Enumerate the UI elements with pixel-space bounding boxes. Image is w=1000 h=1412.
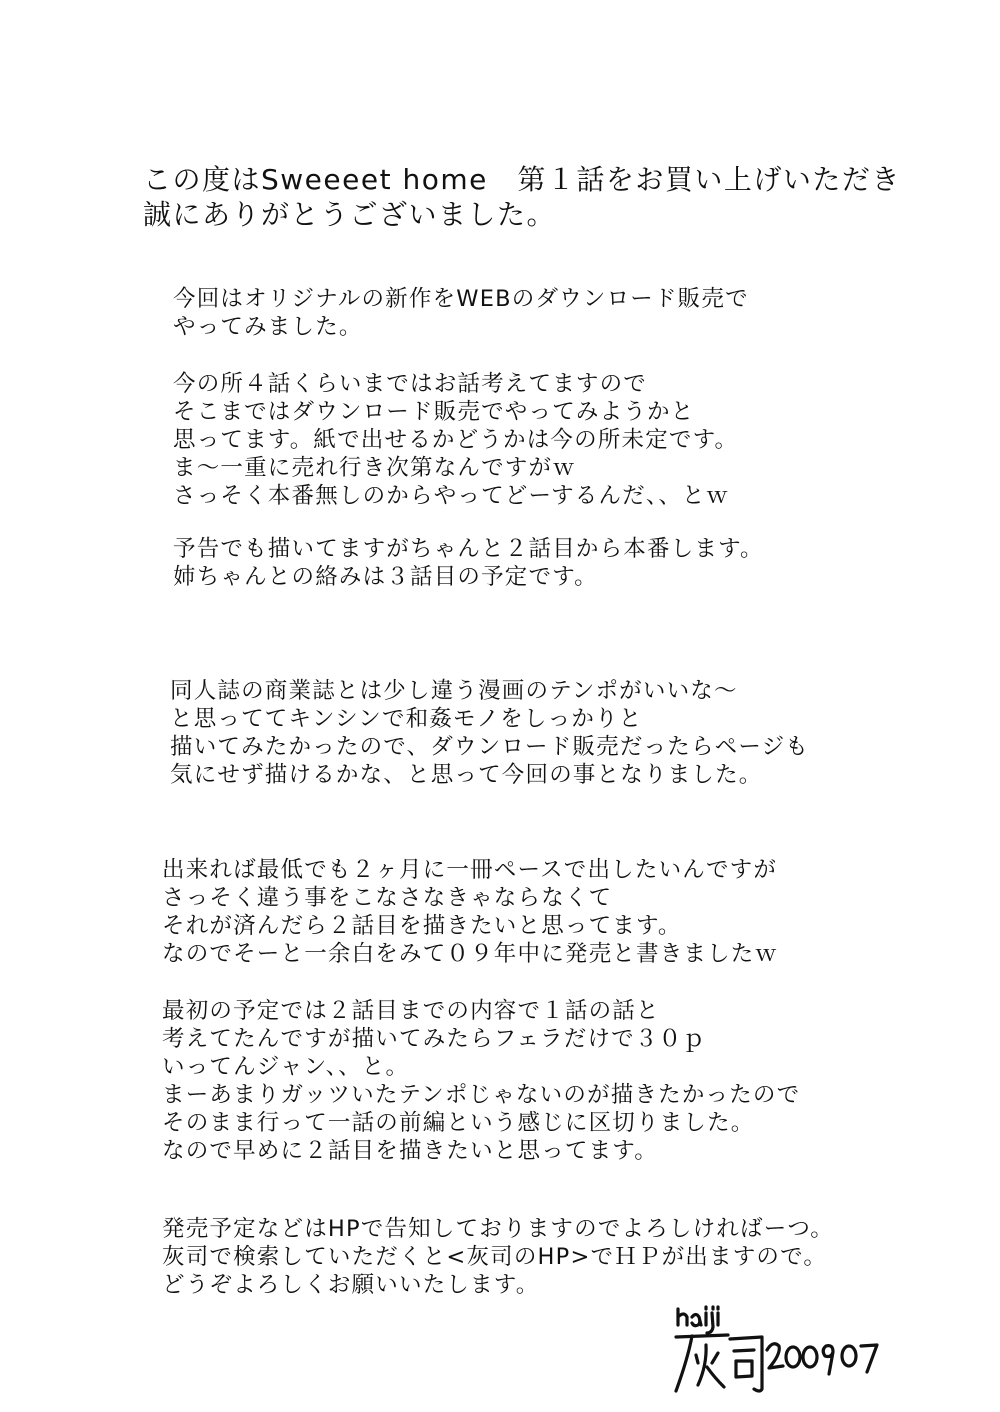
text-line: 最初の予定では２話目までの内容で１話の話と: [162, 998, 660, 1024]
paragraph-schedule: [162, 856, 942, 968]
paragraph-homepage-notice: [162, 1215, 942, 1299]
signature-date-drawing: [763, 1330, 883, 1380]
text-line: まーあまりガッツいたテンポじゃないのが描きたかったので: [162, 1082, 801, 1108]
text-line: 予告でも描いてますがちゃんと２話目から本番します。: [173, 536, 764, 562]
paragraph-episode-plan: [173, 370, 953, 510]
text-line: やってみました。: [173, 314, 363, 340]
paragraph-original-plan: [162, 997, 942, 1165]
text-line: 姉ちゃんとの絡みは３話目の予定です。: [173, 564, 598, 590]
text-line: それが済んだら２話目を描きたいと思ってます。: [162, 913, 682, 939]
intro-line: 誠にありがとうございました。: [143, 198, 557, 231]
text-line: 描いてみたかったので、ダウンロード販売だったらページも: [170, 734, 810, 760]
text-line: 今の所４話くらいまではお話考えてますので: [173, 371, 648, 397]
paragraph-web-release: [173, 285, 953, 341]
text-line: と思っててキンシンで和姦モノをしっかりと: [170, 706, 643, 732]
intro-heading: [143, 162, 943, 232]
text-line: 灰司で検索していただくと<灰司のHP>でＨＰが出ますので。: [162, 1244, 828, 1270]
text-line: 今回はオリジナルの新作をWEBのダウンロード販売で: [173, 286, 749, 312]
text-line: 同人誌の商業誌とは少し違う漫画のテンポがいいな～: [170, 678, 738, 704]
text-line: 気にせず描けるかな、と思って今回の事となりました。: [170, 762, 763, 788]
text-line: 発売予定などはHPで告知しておりますのでよろしければーつ。: [162, 1216, 834, 1242]
text-line: さっそく本番無しのからやってどーするんだ、、とｗ: [173, 483, 730, 509]
text-line: どうぞよろしくお願いいたします。: [162, 1272, 540, 1298]
text-line: なのでそーと一余白をみて０９年中に発売と書きましたｗ: [162, 941, 779, 967]
text-line: ま～一重に売れ行き次第なんですがｗ: [173, 455, 576, 481]
text-line: さっそく違う事をこなさなきゃならなくて: [162, 885, 613, 911]
text-line: 思ってます。紙で出せるかどうかは今の所未定です。: [173, 427, 739, 453]
paragraph-tempo: [170, 677, 950, 789]
text-line: そこまではダウンロード販売でやってみようかと: [173, 399, 695, 425]
text-line: そのまま行って一話の前編という感じに区切りました。: [162, 1110, 755, 1136]
intro-line: この度はSweeeet home 第１話をお買い上げいただき: [143, 163, 901, 196]
text-line: 考えてたんですが描いてみたらフェラだけで３０ｐ: [162, 1026, 706, 1052]
text-line: なので早めに２話目を描きたいと思ってます。: [162, 1138, 658, 1164]
handwritten-date: [763, 1330, 883, 1380]
text-line: 出来れば最低でも２ヶ月に一冊ペースで出したいんですが: [162, 857, 778, 883]
text-line: いってんジャン、、と。: [162, 1054, 410, 1080]
paragraph-preview-note: [173, 535, 953, 591]
